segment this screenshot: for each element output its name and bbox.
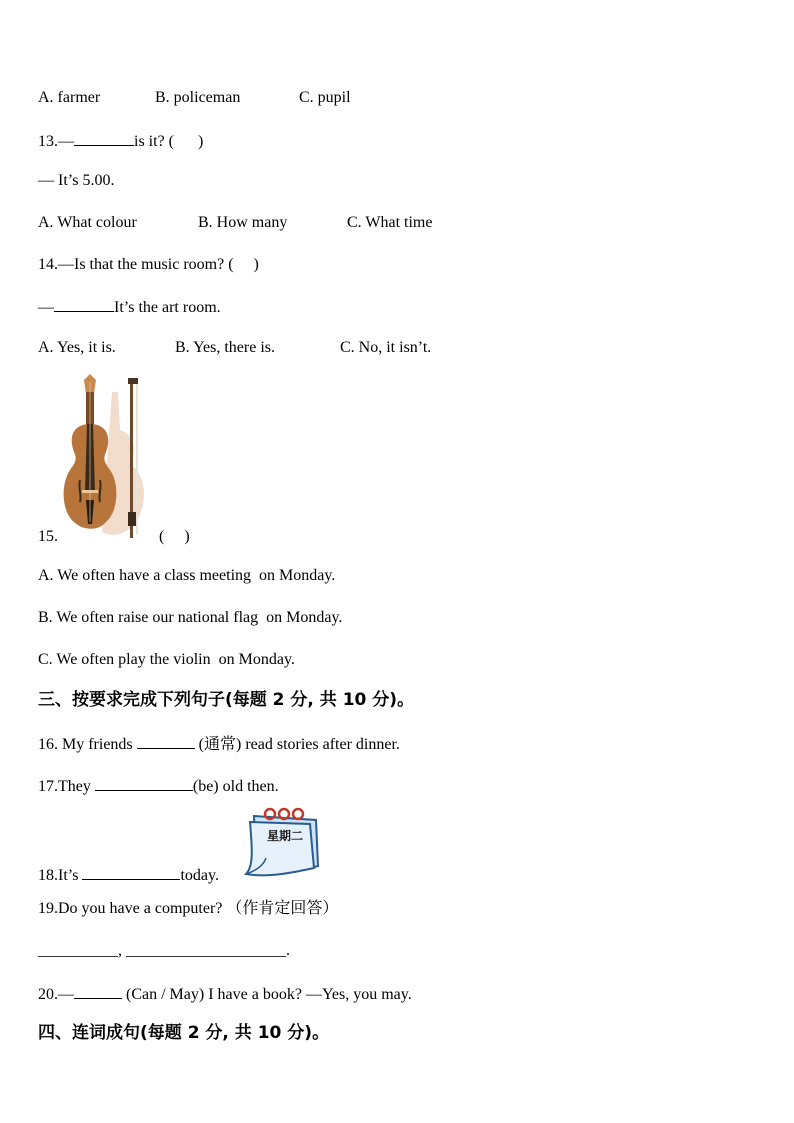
q13-answer-blank[interactable] [74,130,134,146]
q15-option-c: C. We often play the violin on Monday. [38,651,295,668]
q15-option-b: B. We often raise our national flag on Monday. [38,609,343,626]
q14-option-c: C. No, it isn’t. [340,339,432,356]
q15-number: 15. [38,528,58,545]
q16-answer-blank[interactable] [137,733,195,749]
q18-suffix: today. [180,867,219,884]
q14-option-b: B. Yes, there is. [175,339,276,356]
q13-answer-line: — It’s 5.00. [38,172,115,189]
q18-prefix: 18.It’s [38,867,83,884]
q13-prefix: 13.— [38,133,74,150]
q13-option-a: A. What colour [38,214,137,231]
q13-question [38,130,203,152]
q12-option-c: C. pupil [299,89,351,106]
q20-answer-blank[interactable] [74,983,122,999]
q14-options [38,338,432,418]
calendar-day-text: 星期二 [267,829,304,843]
q19-answer-blank[interactable]: __________, ____________________. [38,942,290,959]
q17-suffix: (be) old then. [192,778,279,795]
section-3-heading: 三、按要求完成下列句子(每题 2 分, 共 10 分)。 [38,690,415,710]
q13-suffix: is it? ( ) [134,133,204,150]
q15-option-a: A. We often have a class meeting on Monday. [38,567,336,584]
q18-answer-blank[interactable] [82,864,180,880]
q16-suffix: (通常) read stories after dinner. [194,736,400,753]
q13-option-b: B. How many [198,214,288,231]
q20-suffix: (Can / May) I have a book? —Yes, you may. [122,986,412,1003]
q20-prefix: 20.— [38,986,74,1003]
q20-question [38,983,412,1005]
q14-question: 14.—Is that the music room? ( ) [38,256,259,273]
q17-answer-blank[interactable] [95,775,193,791]
q12-option-a: A. farmer [38,89,101,106]
violin-icon [60,372,155,544]
q17-prefix: 17.They [38,778,95,795]
q18-question [38,864,219,886]
q14-answer-line [38,296,221,318]
q12-option-b: B. policeman [155,89,241,106]
q19-question: 19.Do you have a computer? （作肯定回答） [38,900,339,917]
section-4-heading: 四、连词成句(每题 2 分, 共 10 分)。 [38,1023,330,1043]
q17-question [38,775,279,797]
q14-answer-suffix: It’s the art room. [114,299,221,316]
q13-option-c: C. What time [347,214,433,231]
q14-option-a: A. Yes, it is. [38,339,116,356]
q15-paren: ( ) [159,528,190,545]
q16-question [38,733,400,755]
q16-prefix: 16. My friends [38,736,137,753]
calendar-icon [244,806,324,880]
q14-answer-blank[interactable] [54,296,114,312]
q14-answer-prefix: — [38,299,54,316]
